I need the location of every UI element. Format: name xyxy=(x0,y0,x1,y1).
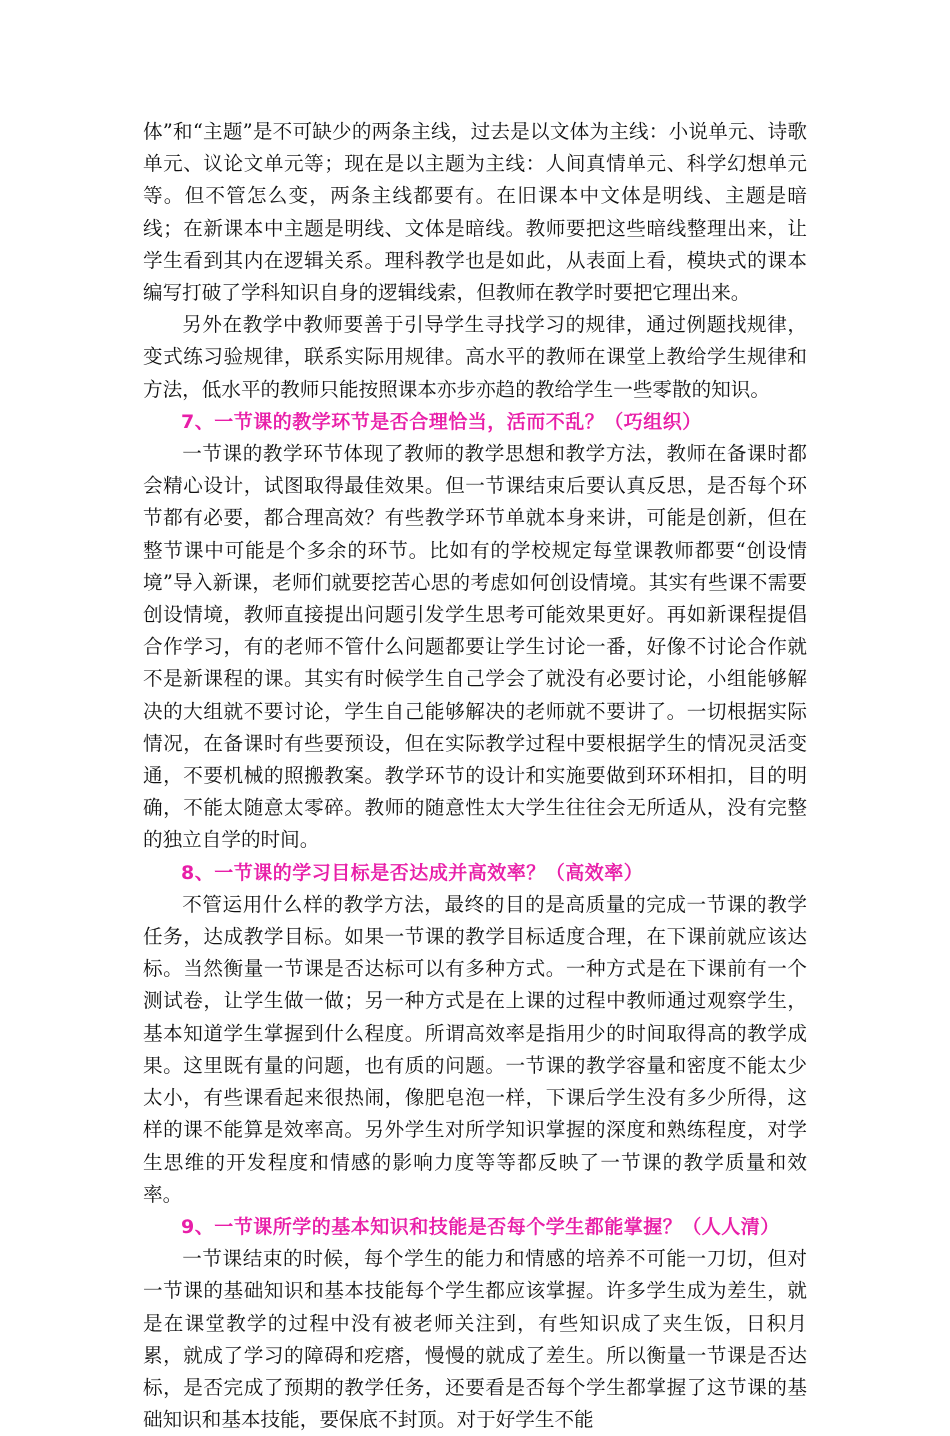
paragraph-learning-rules: 另外在教学中教师要善于引导学生寻找学习的规律，通过例题找规律，变式练习验规律，联系实际用规律。高水平的教师在课堂上教给学生规律和方法，低水平的教师只能按照课本亦步亦趋的教给学生一些零散的知识。 xyxy=(143,313,807,401)
paragraph-text-vs-theme: 体”和“主题”是不可缺少的两条主线，过去是以文体为主线：小说单元、诗歌单元、议论文单元等；现在是以主题为主线：人间真情单元、科学幻想单元等。但不管怎么变，两条主线都要有。在旧课本中文体是明线、主题是暗线；在新课本中主题是明线、文体是暗线。教师要把这些暗线整理出来，让学生看到其内在逻辑关系。理科教学也是如此，从表面上看，模块式的课本编写打破了学科知识自身的逻辑线索，但教师在教学时要把它理出来。 xyxy=(143,120,807,305)
paragraph-teaching-steps: 一节课的教学环节体现了教师的教学思想和教学方法，教师在备课时都会精心设计，试图取得最佳效果。但一节课结束后要认真反思，是否每个环节都有必要，都合理高效？有些教学环节单就本身来讲，可能是创新，但在整节课中可能是个多余的环节。比如有的学校规定每堂课教师都要“创设情境”导入新课，老师们就要挖苦心思的考虑如何创设情境。其实有些课不需要创设情境，教师直接提出问题引发学生思考可能效果更好。再如新课程提倡合作学习，有的老师不管什么问题都要让学生讨论一番，好像不讨论合作就不是新课程的课。其实有时候学生自己学会了就没有必要讨论，小组能够解决的大组就不要讨论，学生自己能够解决的老师就不要讲了。一切根据实际情况，在备课时有些要预设，但在实际教学过程中要根据学生的情况灵活变通，不要机械的照搬教案。教学环节的设计和实施要做到环环相扣，目的明确，不能太随意太零碎。教师的随意性太大学生往往会无所适从，没有完整的独立自学的时间。 xyxy=(143,442,807,852)
paragraph-every-student: 一节课结束的时候，每个学生的能力和情感的培养不可能一刀切，但对一节课的基础知识和基本技能每个学生都应该掌握。许多学生成为差生，就是在课堂教学的过程中没有被老师关注到，有些知识成了夹生饭，日积月累，就成了学习的障碍和疙瘩，慢慢的就成了差生。所以衡量一节课是否达标，是否完成了预期的教学任务，还要看是否每个学生都掌握了这节课的基础知识和基本技能，要保底不封顶。对于好学生不能 xyxy=(143,1247,807,1432)
document-body xyxy=(143,116,807,1436)
section-heading-7: 7、一节课的教学环节是否合理恰当，活而不乱？（巧组织） xyxy=(181,410,702,433)
section-heading-8: 8、一节课的学习目标是否达成并高效率？（高效率） xyxy=(181,861,644,884)
section-heading-9: 9、一节课所学的基本知识和技能是否每个学生都能掌握？（人人清） xyxy=(181,1215,780,1238)
paragraph-efficiency: 不管运用什么样的教学方法，最终的目的是高质量的完成一节课的教学任务，达成教学目标。如果一节课的教学目标适度合理，在下课前就应该达标。当然衡量一节课是否达标可以有多种方式。一种方式是在下课前有一个测试卷，让学生做一做；另一种方式是在上课的过程中教师通过观察学生，基本知道学生掌握到什么程度。所谓高效率是指用少的时间取得高的教学成果。这里既有量的问题，也有质的问题。一节课的教学容量和密度不能太少太小，有些课看起来很热闹，像肥皂泡一样，下课后学生没有多少所得，这样的课不能算是效率高。另外学生对所学知识掌握的深度和熟练程度，对学生思维的开发程度和情感的影响力度等等都反映了一节课的教学质量和效率。 xyxy=(143,892,807,1206)
